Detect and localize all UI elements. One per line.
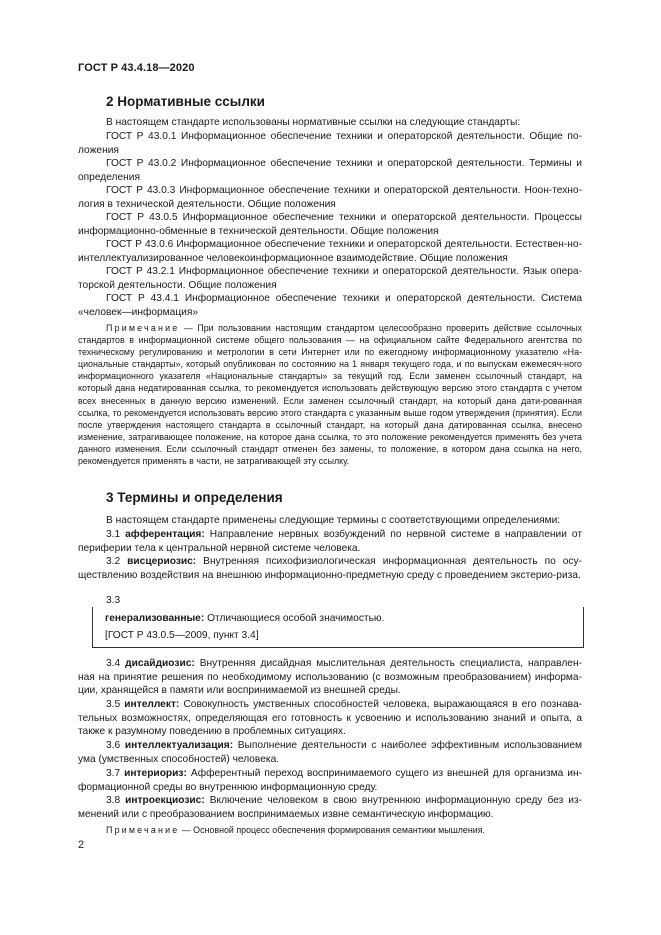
term-name: генерализованные:	[105, 613, 205, 624]
note-label: Примечание	[106, 825, 180, 835]
term-definition: Включение человеком в свою внутреннюю информационную среду без из-менений или с преобразованием воспринимаемых извне семантическую информацию.	[78, 795, 583, 820]
term-number: 3.1	[106, 529, 126, 540]
term-name: интеллектуализация:	[124, 740, 234, 751]
term-name: висцериозис:	[127, 556, 197, 567]
section-3-title: 3 Термины и определения	[106, 490, 283, 505]
document-header-code: ГОСТ Р 43.4.18—2020	[78, 62, 195, 74]
reference-item: ГОСТ Р 43.4.1 Информационное обеспечение техники и операторской деятельности. Система «человек—информация»	[78, 293, 582, 318]
reference-item: ГОСТ Р 43.2.1 Информационное обеспечение техники и операторской деятельности. Язык опера-торской деятельности. Общие положения	[78, 266, 582, 291]
term-definition: Афферентный переход воспринимаемого сущего из внешней для организма ин-формационной среды во внутреннюю информационную среду.	[78, 768, 582, 793]
term-name: интроекциозис:	[125, 795, 205, 806]
note-text: — При пользовании настоящим стандартом целесообразно проверить действие ссылочных стандартов в информационной системе общего пользования — на официальном сайте Федерального агентства по техническому регулированию и метрологии в сети Интернет или по ежегодному информационному указателю «На-циональные стандарты», который опубликован по состоянию на 1 января текущего года, и по выпускам ежемесяч-ного информационного указателя «Национальные стандарты» за текущий год. Если заменен ссылочный стандарт, на который дана недатированная ссылка, то рекомендуется использовать действующую версию этого стандарта с учетом всех внесенных в данную версию изменений. Если заменен ссылочный стандарт, на который дана дати-рованная ссылка, то рекомендуется использовать версию этого стандарта с указанным выше годом утверждения (принятия). Если после утверждения настоящего стандарта в ссылочный стандарт, на который дана датированная ссылка, внесено изменение, затрагивающее положение, на которое дана ссылка, то это положение рекомендуется применять без учета данного изменения. Если ссылочный стандарт отменен без замены, то положение, в котором дана ссылка на него, рекомендуется применять в части, не затрагивающей эту ссылку.	[78, 323, 582, 467]
note-text: — Основной процесс обеспечения формирования семантики мышления.	[179, 825, 485, 835]
term-number: 3.7	[106, 768, 125, 779]
term-definition-box	[92, 607, 584, 648]
section-3-intro: В настоящем стандарте применены следующие термины с соответствующими определениями:	[106, 515, 561, 526]
term-entry	[78, 739, 582, 766]
term-definition: Отличающиеся особой значимостью.	[204, 613, 385, 624]
reference-item: ГОСТ Р 43.0.2 Информационное обеспечение техники и операторской деятельности. Термины и определения	[78, 158, 582, 183]
term-definition: Совокупность умственных способностей человека, выражающаяся в его познава-тельных возможностях, определяющая его готовность к усвоению и использованию знаний и опыта, а также к разумному поведению в проблемных ситуациях.	[78, 699, 582, 738]
term-name: афферентация:	[125, 529, 205, 540]
reference-item: ГОСТ Р 43.0.3 Информационное обеспечение техники и операторской деятельности. Ноон-техно-логия в технической деятельности. Общие положения	[78, 185, 582, 210]
section-2-title: 2 Нормативные ссылки	[106, 94, 265, 109]
section-3-note	[78, 824, 582, 836]
term-name: дисайдиозис:	[125, 658, 195, 669]
term-number: 3.4	[106, 658, 126, 669]
page-number: 2	[78, 839, 85, 851]
term-number: 3.2	[106, 556, 128, 567]
term-number: 3.3	[106, 595, 121, 606]
reference-item: ГОСТ Р 43.0.6 Информационное обеспечение техники и операторской деятельности. Естествен-но-интеллектуализированное человекоинформационное взаимодействие. Общие положения	[78, 239, 582, 264]
term-entry	[78, 794, 582, 821]
term-entry	[105, 613, 384, 624]
term-entry	[78, 767, 582, 794]
reference-item: ГОСТ Р 43.0.1 Информационное обеспечение техники и операторской деятельности. Общие по-ложения	[78, 131, 582, 156]
term-entry	[78, 657, 582, 698]
term-name: интериориз:	[124, 768, 187, 779]
term-source: [ГОСТ Р 43.0.5—2009, пункт 3.4]	[105, 630, 259, 641]
reference-item: ГОСТ Р 43.0.5 Информационное обеспечение техники и операторской деятельности. Процессы информационно-обменные в технической деятельности. Общие положения	[78, 212, 582, 237]
term-definition: Направление нервных возбуждений по нервной системе в направлении от периферии тела к центральной нервной системе человека.	[78, 529, 582, 554]
term-definition: Выполнение деятельности с наиболее эффективным использованием ума (умственных способностей) человека.	[78, 740, 582, 765]
term-definition: Внутренняя дисайдная мыслительная деятельность специалиста, направлен-ная на принятие решения по необходимому использованию (с возможным преобразованием) информа-ции, хранящейся в памяти или воспринимаемой из внешней среды.	[78, 658, 582, 697]
term-entry	[78, 698, 582, 739]
term-entry	[78, 555, 582, 582]
section-2-intro: В настоящем стандарте использованы нормативные ссылки на следующие стандарты:	[106, 117, 521, 128]
term-number: 3.5	[106, 699, 125, 710]
term-number: 3.6	[106, 740, 125, 751]
term-entry	[78, 528, 582, 555]
term-name: интеллект:	[124, 699, 180, 710]
term-number: 3.8	[106, 795, 126, 806]
note-label: Примечание	[106, 323, 180, 333]
term-definition: Внутренняя психофизиологическая информационная деятельность по осу-ществлению воздействия на внешнюю информационно-предметную среду с проведением экстерио-риза.	[78, 556, 582, 581]
section-2-note	[78, 322, 582, 467]
